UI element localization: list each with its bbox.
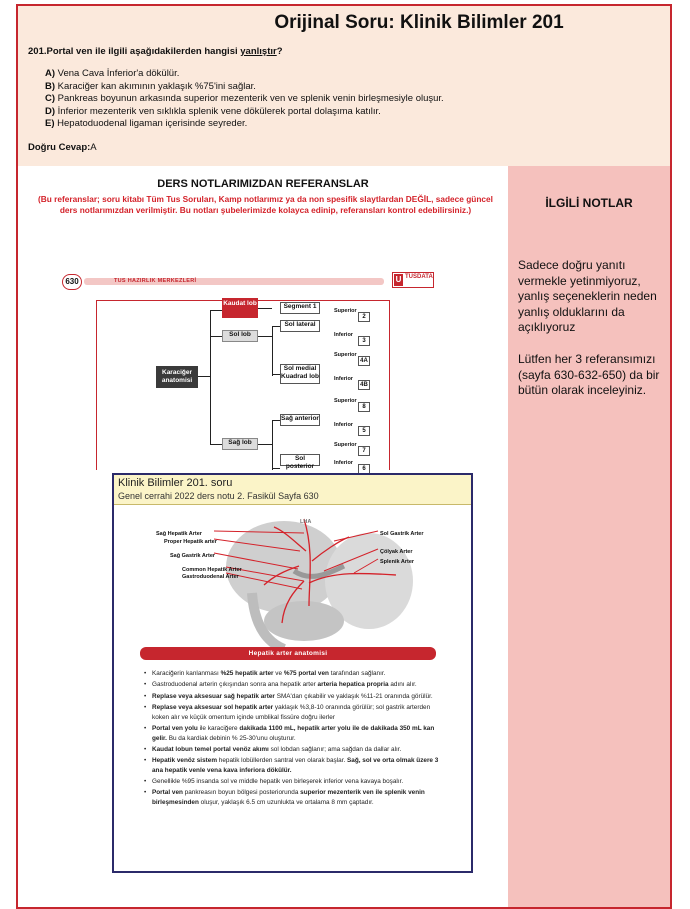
references-title: DERS NOTLARIMIZDAN REFERANSLAR <box>157 178 369 190</box>
header-band-text: TUS HAZIRLIK MERKEZLERİ <box>114 278 197 284</box>
notes-title: İLGİLİ NOTLAR <box>545 196 633 210</box>
excerpt-title: Klinik Bilimler 201. soru <box>118 477 233 489</box>
references-column <box>18 166 508 909</box>
label-proper-hepatik-arter: Proper Hepatik arter <box>164 539 217 545</box>
label-sol-gastrik-arter: Sol Gastrik Arter <box>380 531 424 537</box>
diagram-sol-lob: Sol lob <box>222 330 258 342</box>
hepatic-artery-band: Hepatik arter anatomisi <box>140 647 436 660</box>
page-title: Orijinal Soru: Klinik Bilimler 201 <box>274 12 564 33</box>
label-inferior: Inferior <box>334 460 353 466</box>
diagram-sag-lob: Sağ lob <box>222 438 258 450</box>
diagram-root: Karaciğer anatomisi <box>156 366 198 388</box>
label-inferior: Inferior <box>334 332 353 338</box>
label-superior: Superior <box>334 442 357 448</box>
label-gastroduodenal-arter: Gastroduodenal Arter <box>182 574 239 580</box>
list-item: • Gastroduodenal arterin çıkışından sonra ana hepatik arter arteria hepatica propria adını alır. <box>144 680 444 690</box>
notes-paragraph-1: Sadece doğru yanıtı vermekle yetinmiyoruz, yanlış seçeneklerin neden yanlış olduklarını da açıklıyoruz <box>518 258 657 334</box>
list-item: • Kaudat lobun temel portal venöz akımı sol lobdan sağlanır; ama sağdan da dallar alır. <box>144 745 444 755</box>
segment-4b: 4B <box>358 380 370 390</box>
segment-7: 7 <box>358 446 370 456</box>
question-emphasis: yanlıştır <box>240 46 277 57</box>
option-a: A) Vena Cava İnferior'a dökülür. <box>45 68 180 79</box>
page-number-badge: 630 <box>62 274 82 290</box>
notes-paragraph-2: Lütfen her 3 referansımızı (sayfa 630-632-650) da bir bütün olarak inceleyiniz. <box>518 352 660 397</box>
diagram-sol-lateral: Sol lateral <box>280 320 320 332</box>
segment-4a: 4A <box>358 356 370 366</box>
question-text: Portal ven ile ilgili aşağıdakilerden hangisi <box>46 46 241 57</box>
label-sag-hepatik-arter: Sağ Hepatik Arter <box>156 531 202 537</box>
excerpt-header <box>114 475 471 505</box>
list-item: • Hepatik venöz sistem hepatik lobüllerden santral ven olarak başlar. Sağ, sol ve orta olmak üzere 3 ana hepatik venle vena kava inferiora dökülür. <box>144 756 444 775</box>
segment-3: 3 <box>358 336 370 346</box>
notes-column <box>508 166 670 909</box>
diagram-sol-medial: Sol medial Kuadrad lob <box>280 364 320 384</box>
reference-excerpt <box>112 473 473 873</box>
label-sag-gastrik-arter: Sağ Gastrik Arter <box>170 553 216 559</box>
list-item: • Portal ven yolu ile karaciğere dakikada 1100 mL, hepatik arter yolu ile de dakikada 350 mL kan gelir. Bu da kardiak debinin % 25-30'unu oluşturur. <box>144 724 444 743</box>
list-item: • Replase veya aksesuar sağ hepatik arter SMA'dan çıkabilir ve yaklaşık %11-21 oranında görülür. <box>144 692 444 702</box>
label-superior: Superior <box>334 308 357 314</box>
label-colyak-arter: Çölyak Arter <box>380 549 413 555</box>
list-item: • Portal ven pankreasın boyun bölgesi posteriorunda superior mezenterik ven ile splenik venin birleşmesinden oluşur, yaklaşık 6.5 cm uzunlukta ve ortalama 8 mm çaptadır. <box>144 788 444 807</box>
segment-5: 5 <box>358 426 370 436</box>
answer-options <box>45 68 444 131</box>
label-inferior: Inferior <box>334 376 353 382</box>
label-superior: Superior <box>334 398 357 404</box>
question-section <box>18 6 670 166</box>
diagram-kaudat-lob: Kaudat lob <box>222 298 258 318</box>
option-d: D) İnferior mezenterik ven sıklıkla splenik vene dökülerek portal dolaşıma katılır. <box>45 105 381 117</box>
references-warning: (Bu referanslar; soru kitabı Tüm Tus Soruları, Kamp notlarımız ya da non spesifik slaytlardan DEĞİL, sadece güncel ders notlarımızdan verilmiştir. Bu notları şubelerimizde kolayca edinip, referansları kontrol edebilirsiniz.) <box>38 194 493 215</box>
option-b: B) Karaciğer kan akımının yaklaşık %75'ini sağlar. <box>45 80 256 92</box>
label-splenik-arter: Splenik Arter <box>380 559 415 565</box>
book-page-630 <box>62 270 462 470</box>
option-e: E) Hepatoduodenal ligaman içerisinde seyreder. <box>45 118 248 129</box>
label-superior: Superior <box>334 352 357 358</box>
question-stem: 201.Portal ven ile ilgili aşağıdakilerden hangisi yanlıştır? <box>28 46 283 57</box>
option-c: C) Pankreas boyunun arkasında superior mezenterik ven ve splenik venin birleşmesiyle oluşur. <box>45 93 444 104</box>
label-lha: LHA <box>300 519 312 525</box>
list-item: • Karaciğerin kanlanması %25 hepatik arter ve %75 portal ven tarafından sağlanır. <box>144 669 444 679</box>
list-item: • Replase veya aksesuar sol hepatik arter yaklaşık %3,8-10 oranında görülür; sol gastrik arterden koken alır ve küçük omentum içinde umblikal fissüre doğru ilerler <box>144 703 444 722</box>
tusdata-logo: U TUSDATA <box>392 272 434 288</box>
page-frame <box>16 4 672 909</box>
label-common-hepatik-arter: Common Hepatik Arter <box>182 567 242 573</box>
segment-8: 8 <box>358 402 370 412</box>
excerpt-subtitle: Genel cerrahi 2022 ders notu 2. Fasikül Sayfa 630 <box>118 491 319 501</box>
diagram-sag-anterior: Sağ anterior <box>280 414 320 426</box>
excerpt-bullets <box>144 669 444 809</box>
segment-2: 2 <box>358 312 370 322</box>
diagram-sag-posterior: Sol posterior <box>280 454 320 466</box>
diagram-segment-1: Segment 1 <box>280 302 320 314</box>
question-number: 201. <box>28 46 47 57</box>
segment-6: 6 <box>358 464 370 474</box>
list-item: • Genellikle %95 insanda sol ve middle hepatik ven birleşerek inferior vena kavaya boşalır. <box>144 777 444 787</box>
label-inferior: Inferior <box>334 422 353 428</box>
correct-answer: Doğru Cevap:A <box>28 142 97 153</box>
